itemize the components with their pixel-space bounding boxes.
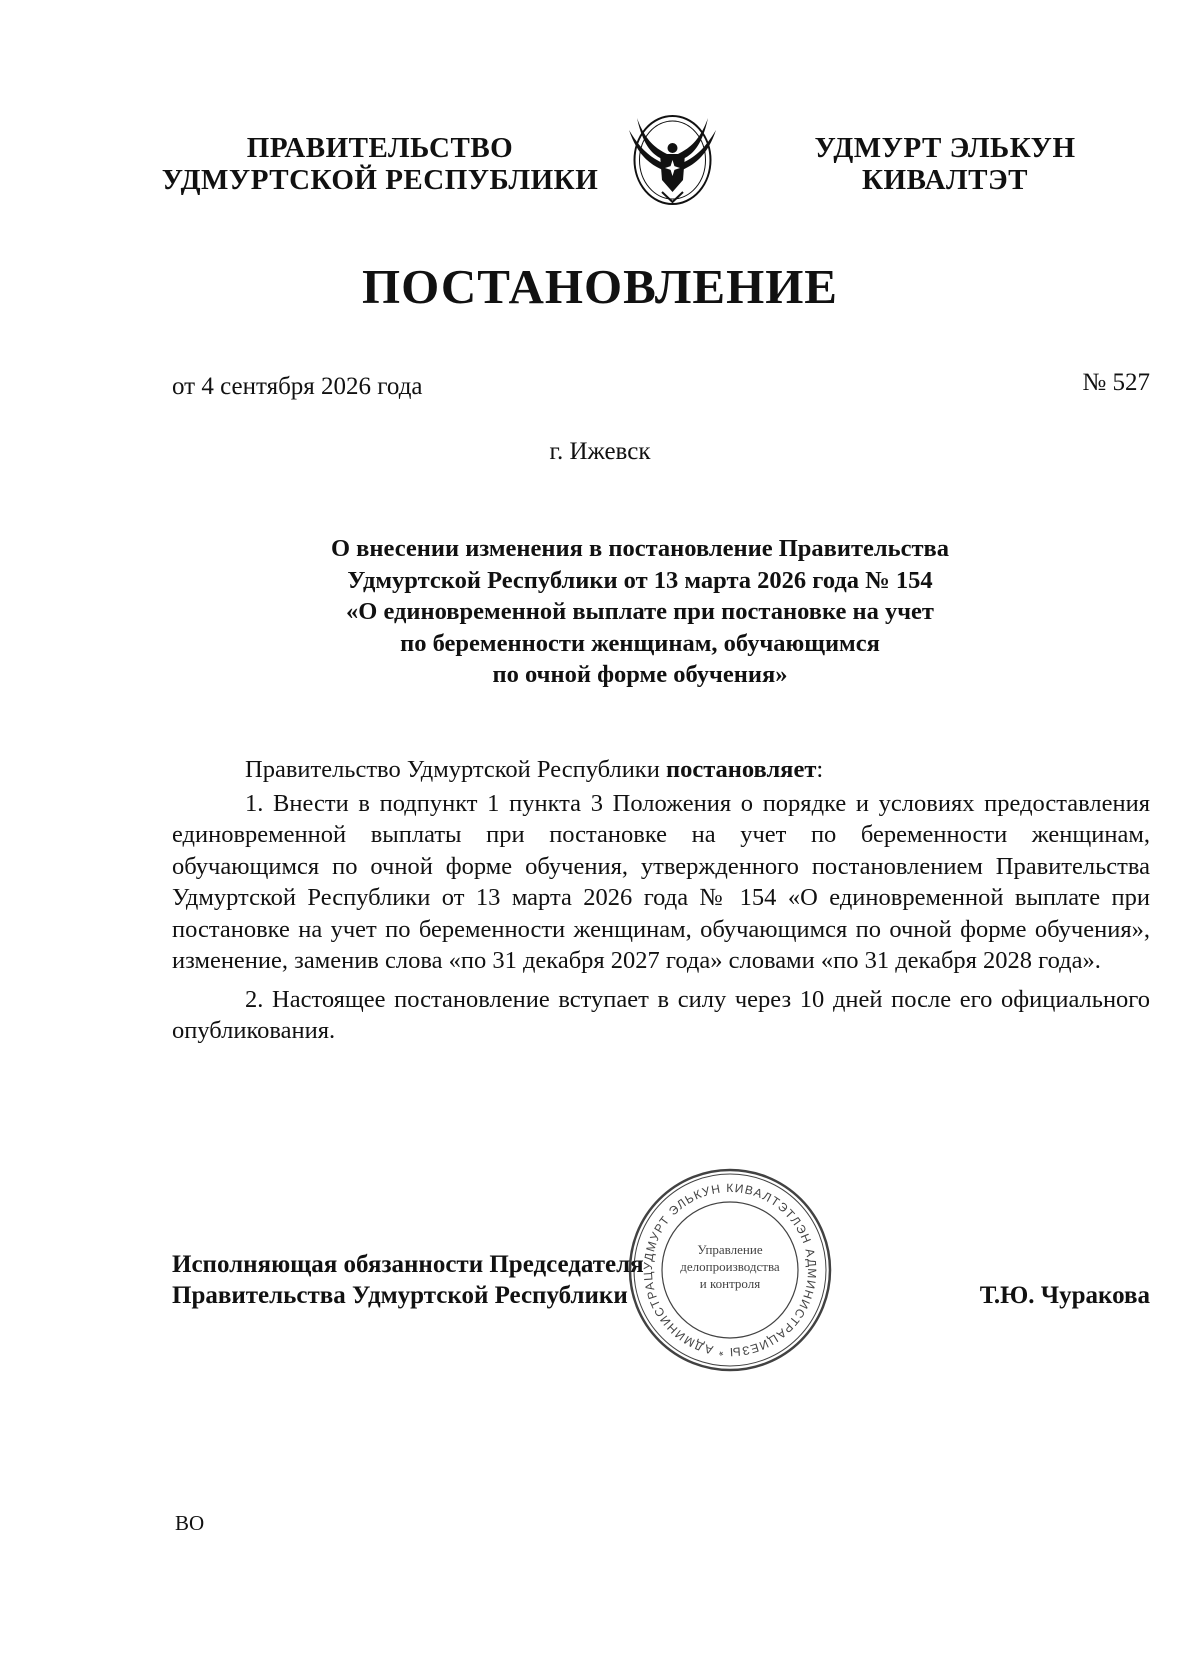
- document-body: [172, 754, 1150, 1054]
- document-number: № 527: [1082, 369, 1150, 396]
- preamble-paragraph: [172, 754, 1150, 786]
- document-title-line: Удмуртской Республики от 13 марта 2026 года № 154: [347, 566, 933, 594]
- header-right-org-name: [800, 132, 1090, 196]
- paragraph-2: 2. Настоящее постановление вступает в силу через 10 дней после его официального опубликования.: [172, 985, 1150, 1044]
- document-title-line: по очной форме обучения»: [492, 661, 788, 688]
- signatory-position-line2: Правительства Удмуртской Республики: [172, 1282, 628, 1309]
- preamble-text: Правительство Удмуртской Республики: [245, 756, 666, 783]
- signatory-position-line1: Исполняющая обязанности Председателя: [172, 1251, 644, 1278]
- document-type-heading: ПОСТАНОВЛЕНИЕ: [362, 259, 838, 314]
- stamp-center-line3: и контроля: [699, 1276, 761, 1291]
- header-right-line2: КИВАЛТЭТ: [861, 164, 1028, 196]
- official-seal-stamp: [625, 1165, 835, 1375]
- document-title-line: по беременности женщинам, обучающимся: [400, 629, 880, 657]
- stamp-center-line2: делопроизводства: [680, 1259, 780, 1274]
- footer-code: ВО: [175, 1511, 205, 1535]
- header-left-org-name: [160, 132, 600, 196]
- preamble-verb: постановляет: [665, 756, 817, 783]
- paragraph-1: 1. Внести в подпункт 1 пункта 3 Положения о порядке и условиях предоставления единовременной выплаты при постановке на учет по беременности женщинам, обучающимся по очной форме обучения, утвержденного постановлением Правительства Удмуртской Республики от 13 марта 2026 года № 154 «О единовременной выплате при постановке на учет по беременности женщинам, обучающимся по очной форме обучения», изменение, заменив слова «по 31 декабря 2027 года» словами «по 31 декабря 2028 года».: [172, 789, 1150, 974]
- signatory-position: [172, 1249, 644, 1311]
- document-city: г. Ижевск: [549, 438, 651, 465]
- document-date: от 4 сентября 2026 года: [172, 373, 423, 400]
- signatory-name: Т.Ю. Чуракова: [979, 1282, 1150, 1309]
- document-title-line: «О единовременной выплате при постановке на учет: [346, 598, 934, 625]
- preamble-colon: :: [816, 756, 824, 783]
- stamp-ring-text: УДМУРТ ЭЛЬКУН КИВАЛТЭТЛЭН АДМИНИСТРАЦИЕЗЫ * АДМИНИСТРАЦ: [640, 1180, 820, 1360]
- header-left-line2: УДМУРТСКОЙ РЕСПУБЛИКИ: [161, 164, 599, 196]
- document-title-line: О внесении изменения в постановление Правительства: [331, 535, 949, 562]
- header-left-line1: ПРАВИТЕЛЬСТВО: [246, 132, 514, 164]
- stamp-center-line1: Управление: [697, 1242, 763, 1257]
- coat-of-arms-emblem-icon: [615, 110, 730, 206]
- header-right-line1: УДМУРТ ЭЛЬКУН: [814, 132, 1076, 164]
- document-title: [250, 533, 1030, 691]
